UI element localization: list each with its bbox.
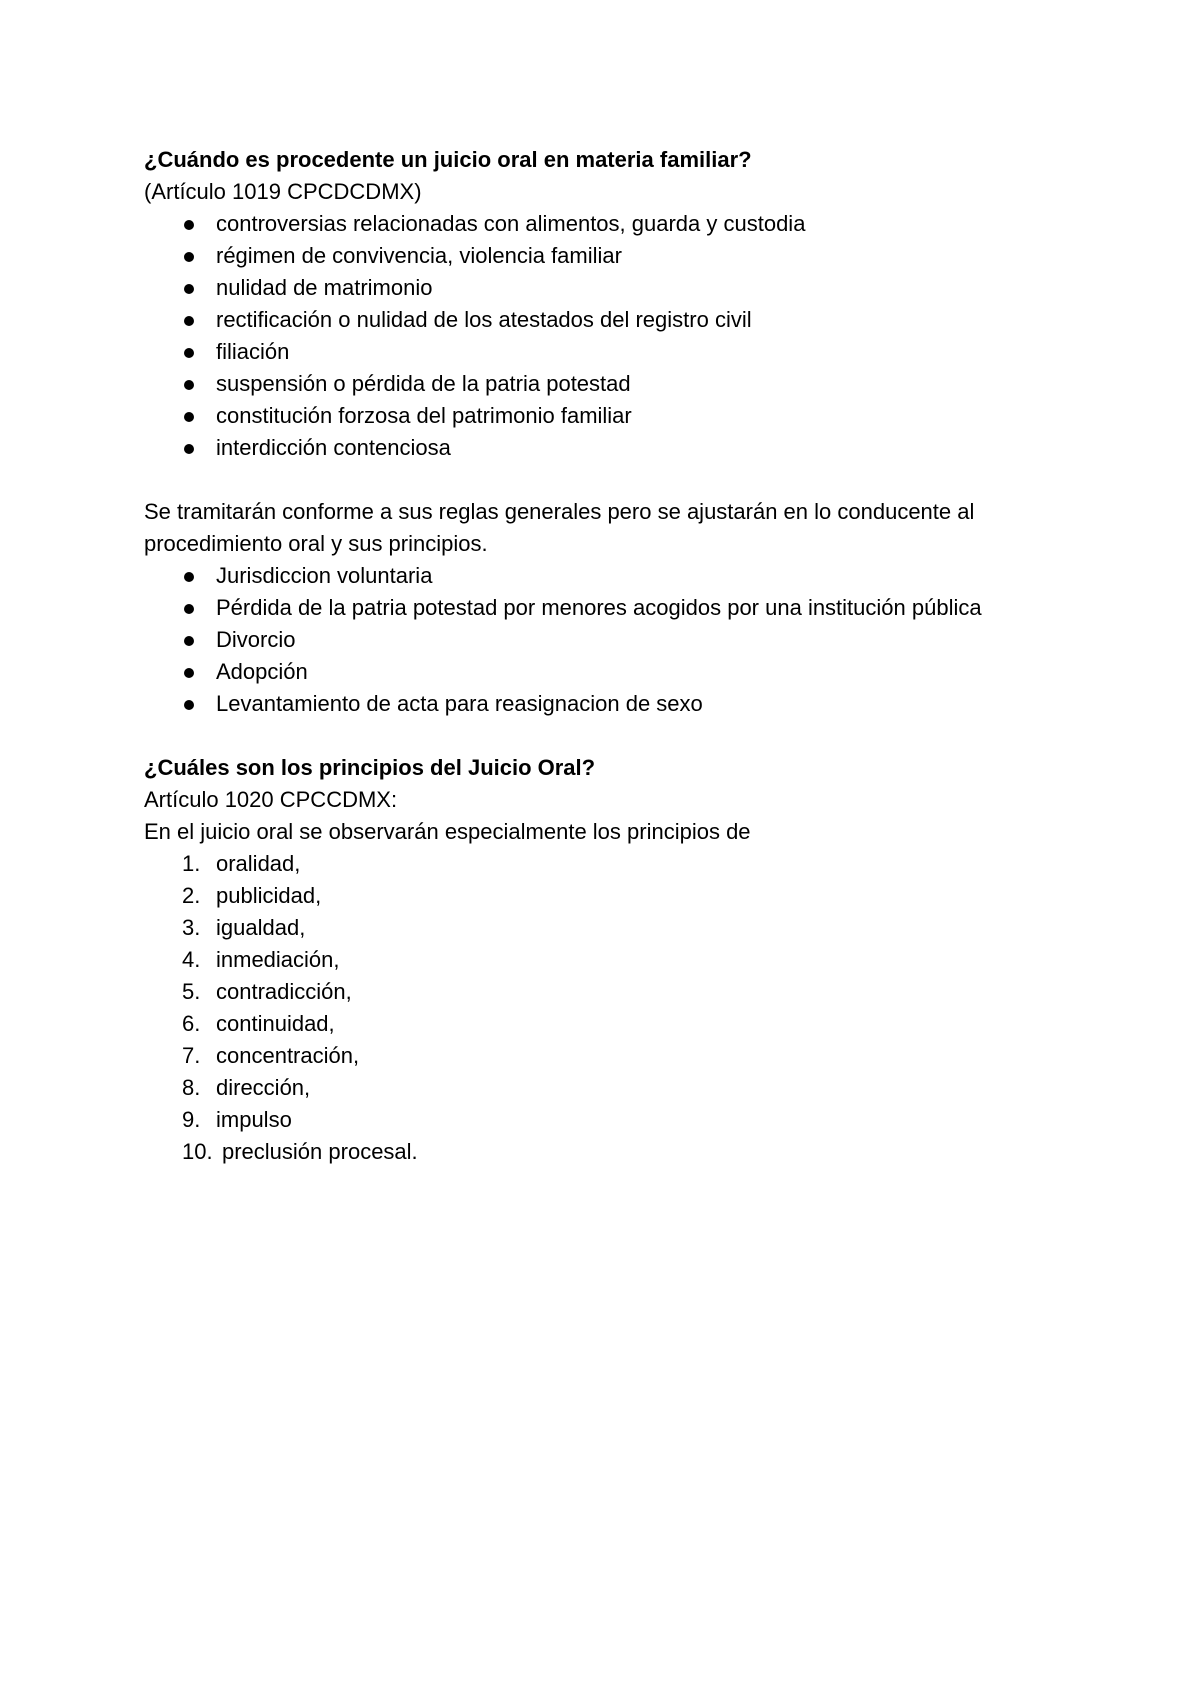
list-item — [144, 336, 1064, 368]
list-item-text: suspensión o pérdida de la patria potestad — [216, 371, 631, 396]
list-item-text: Adopción — [216, 659, 308, 684]
list-item — [144, 208, 1064, 240]
bullet-icon — [184, 572, 194, 582]
spacer — [144, 720, 1064, 752]
list-item-text: publicidad, — [216, 883, 322, 908]
list-number: 7. — [182, 1043, 201, 1068]
list-item — [144, 368, 1064, 400]
list-item-text: filiación — [216, 339, 290, 364]
bullet-icon — [184, 348, 194, 358]
list-item — [144, 400, 1064, 432]
list-number: 1. — [182, 851, 201, 876]
list-item — [144, 1008, 1064, 1040]
bullet-icon — [184, 220, 194, 230]
list-item — [144, 1072, 1064, 1104]
bullet-icon — [184, 380, 194, 390]
list-item — [144, 912, 1064, 944]
document-page — [144, 144, 1064, 1168]
bullet-icon — [184, 316, 194, 326]
list-item — [144, 944, 1064, 976]
list-item-text: contradicción, — [216, 979, 352, 1004]
list-item — [144, 880, 1064, 912]
list-item — [144, 688, 1064, 720]
list-number: 5. — [182, 979, 201, 1004]
bullet-icon — [184, 444, 194, 454]
list-item — [144, 240, 1064, 272]
bullet-icon — [184, 636, 194, 646]
list-item — [144, 560, 1064, 592]
list-item — [144, 656, 1064, 688]
list-number: 3. — [182, 915, 201, 940]
list-item-text: concentración, — [216, 1043, 360, 1068]
list-item — [144, 304, 1064, 336]
section3-question: ¿Cuáles son los principios del Juicio Oral? — [144, 755, 596, 780]
section3-intro: En el juicio oral se observarán especialmente los principios de — [144, 819, 751, 844]
list-item — [144, 272, 1064, 304]
list-item-text: controversias relacionadas con alimentos, guarda y custodia — [216, 211, 806, 236]
list-number: 4. — [182, 947, 201, 972]
bullet-icon — [184, 412, 194, 422]
bullet-icon — [184, 700, 194, 710]
list-item — [144, 1104, 1064, 1136]
section1-bullet-list — [144, 208, 1064, 464]
list-item-text: Jurisdiccion voluntaria — [216, 563, 433, 588]
list-item-text: régimen de convivencia, violencia familiar — [216, 243, 622, 268]
list-item-text: constitución forzosa del patrimonio familiar — [216, 403, 632, 428]
list-item — [144, 432, 1064, 464]
list-item — [144, 1040, 1064, 1072]
section1-question: ¿Cuándo es procedente un juicio oral en materia familiar? — [144, 147, 752, 172]
bullet-icon — [184, 604, 194, 614]
bullet-icon — [184, 284, 194, 294]
list-item-text: inmediación, — [216, 947, 340, 972]
bullet-icon — [184, 252, 194, 262]
list-number: 6. — [182, 1011, 201, 1036]
bullet-icon — [184, 668, 194, 678]
list-number: 10. — [182, 1139, 213, 1164]
section3-numbered-list — [144, 848, 1064, 1168]
spacer — [144, 464, 1064, 496]
list-item — [144, 592, 1064, 624]
section2-bullet-list — [144, 560, 1064, 720]
list-item-text: interdicción contenciosa — [216, 435, 451, 460]
list-item-text: nulidad de matrimonio — [216, 275, 433, 300]
list-item-text: rectificación o nulidad de los atestados del registro civil — [216, 307, 752, 332]
list-number: 2. — [182, 883, 201, 908]
list-item — [144, 976, 1064, 1008]
list-number: 9. — [182, 1107, 201, 1132]
list-item-text: oralidad, — [216, 851, 301, 876]
list-item-text: dirección, — [216, 1075, 311, 1100]
section1-reference: (Artículo 1019 CPCDCDMX) — [144, 179, 422, 204]
list-item-text: Divorcio — [216, 627, 296, 652]
section2-paragraph: Se tramitarán conforme a sus reglas generales pero se ajustarán en lo conducente al procedimiento oral y sus principios. — [144, 499, 975, 556]
list-item-text: impulso — [216, 1107, 292, 1132]
list-item — [144, 624, 1064, 656]
list-item-text: Pérdida de la patria potestad por menores acogidos por una institución pública — [216, 595, 982, 620]
list-item-text: preclusión procesal. — [222, 1139, 418, 1164]
list-item-text: igualdad, — [216, 915, 306, 940]
list-item-text: continuidad, — [216, 1011, 335, 1036]
list-item — [144, 1136, 1064, 1168]
list-item-text: Levantamiento de acta para reasignacion de sexo — [216, 691, 703, 716]
list-item — [144, 848, 1064, 880]
section3-reference: Artículo 1020 CPCCDMX: — [144, 787, 398, 812]
list-number: 8. — [182, 1075, 201, 1100]
